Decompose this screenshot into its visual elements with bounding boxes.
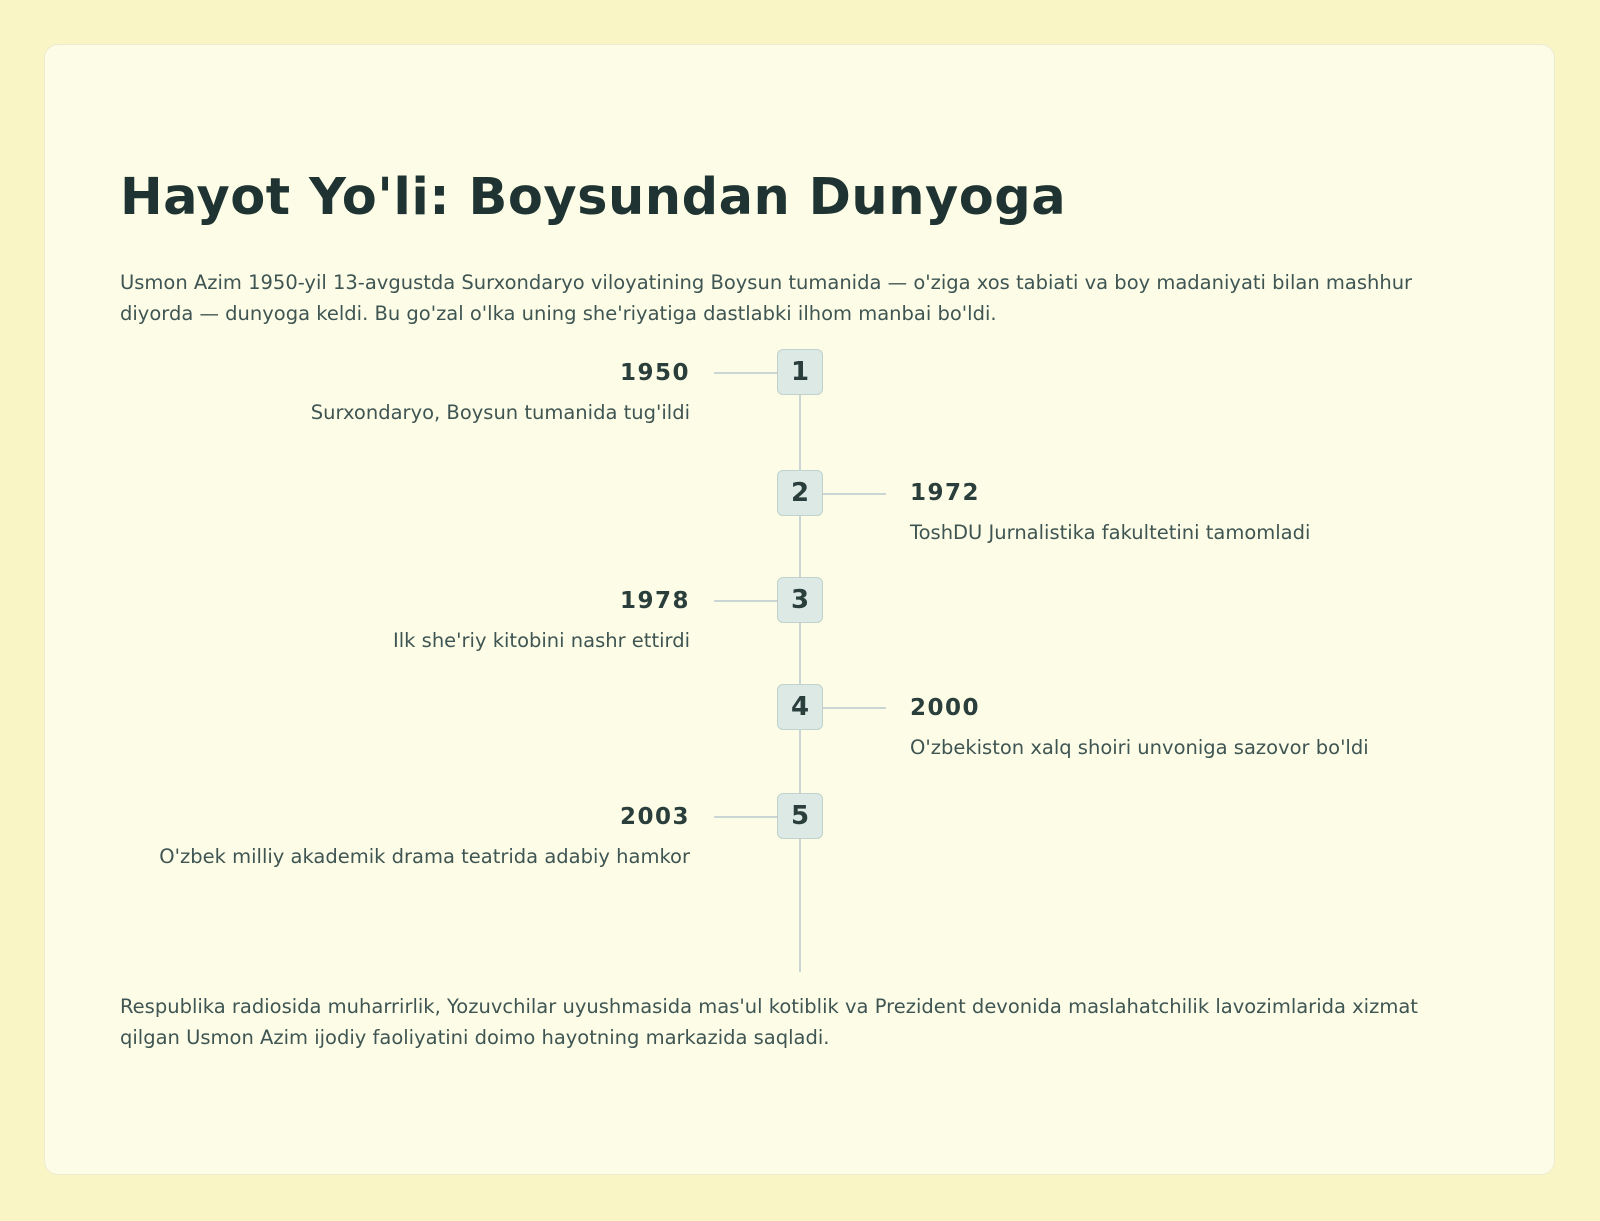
milestone-badge: 4	[777, 684, 823, 730]
milestone-year: 1972	[910, 480, 981, 506]
closing-paragraph: Respublika radiosida muharrirlik, Yozuvchilar uyushmasida mas'ul kotiblik va Prezident devonida maslahatchilik lavozimlarida xizmat qilgan Usmon Azim ijodiy faoliyatini doimo hayotning markazida saqladi.	[120, 995, 1418, 1049]
intro-paragraph: Usmon Azim 1950-yil 13-avgustda Surxondaryo viloyatining Boysun tumanida — o'ziga xos tabiati va boy madaniyati bilan mashhur diyorda — dunyoga keldi. Bu go'zal o'lka uning she'riyatiga dastlabki ilhom manbai bo'ldi.	[120, 271, 1413, 325]
milestone-description: ToshDU Jurnalistika fakultetini tamomladi	[910, 521, 1311, 544]
milestone-description: Ilk she'riy kitobini nashr ettirdi	[393, 629, 690, 652]
milestone-year: 1950	[619, 360, 690, 386]
timeline-connector	[714, 372, 777, 374]
milestone-description: Surxondaryo, Boysun tumanida tug'ildi	[310, 401, 690, 424]
timeline-axis	[799, 372, 801, 972]
milestone-badge: 1	[777, 349, 823, 395]
milestone-badge: 2	[777, 470, 823, 516]
milestone-badge: 5	[777, 793, 823, 839]
milestone-year: 1978	[619, 588, 690, 614]
milestone-description: O'zbekiston xalq shoiri unvoniga sazovor bo'ldi	[910, 736, 1369, 759]
timeline-connector	[714, 600, 777, 602]
timeline-connector	[823, 493, 886, 495]
milestone-year: 2000	[910, 695, 981, 721]
milestone-description: O'zbek milliy akademik drama teatrida adabiy hamkor	[159, 845, 690, 868]
timeline-connector	[823, 707, 886, 709]
page-title: Hayot Yo'li: Boysundan Dunyoga	[120, 168, 1067, 227]
milestone-badge: 3	[777, 577, 823, 623]
milestone-year: 2003	[619, 804, 690, 830]
timeline-connector	[714, 816, 777, 818]
